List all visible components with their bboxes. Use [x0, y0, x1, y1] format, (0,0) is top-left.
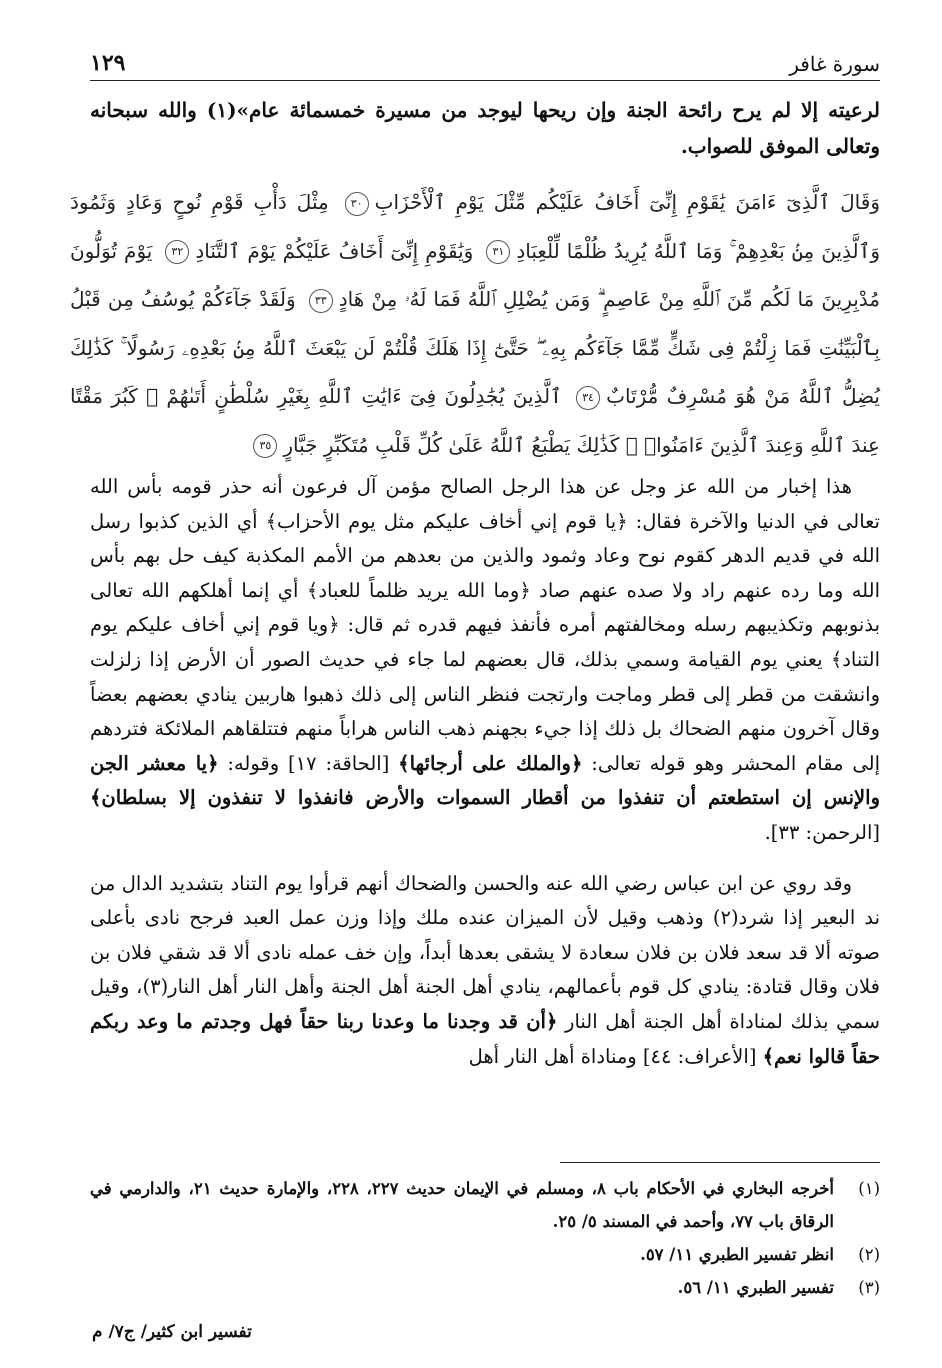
tafsir-text: أي إنما أهلكهم الله تعالى بذنوبهم وتكذيبهم رسله ومخالفتهم أمره فأنفذ فيهم قدره ثم قال:	[90, 578, 881, 637]
ayah-number-marker: ٣٢	[165, 240, 189, 264]
footnotes	[90, 1172, 880, 1304]
verse-text: وَلَقَدْ جَآءَكُمْ يُوسُفُ مِن قَبْلُ بِٱلْبَيِّنَٰتِ فَمَا زِلْتُمْ فِى شَكٍّ مِّمَّا جَآءَكُم بِهِۦ ۖ حَتَّىٰٓ إِذَا هَلَكَ قُلْتُمْ لَن يَبْعَثَ ٱللَّهُ مِنۢ بَعْدِهِۦ رَسُولًا ۚ كَذَٰلِكَ يُضِلُّ ٱللَّهُ مَنْ هُوَ مُسْرِفٌ مُّرْتَابٌ	[70, 287, 881, 408]
footnote-text: تفسير الطبري ١١/ ٥٦.	[677, 1278, 834, 1297]
intro-paragraph: لرعيته إلا لم يرح رائحة الجنة وإن ريحها ليوجد من مسيرة خمسمائة عام»(١) والله سبحانه وتعالى الموفق للصواب.	[90, 98, 880, 158]
tafsir-text: [الرحمن: ٣٣].	[764, 820, 880, 844]
footnote-3	[90, 1271, 880, 1304]
footnote-1	[90, 1172, 880, 1238]
quran-verses-block	[70, 178, 880, 469]
ayah-number-marker: ٣٣	[309, 289, 333, 313]
tafsir-body	[90, 470, 880, 1074]
quran-quote: ﴿أن قد وجدنا ما وعدنا ربنا حقاً فهل وجدتم ما وعد ربكم حقاً قالوا نعم﴾	[90, 1009, 880, 1068]
ayah-number-marker: ٣٥	[253, 434, 277, 458]
footnote-number: (٣)	[858, 1278, 880, 1297]
tafsir-text: [الحاقة: ١٧] وقوله:	[218, 751, 399, 775]
verse-text: ٱلَّذِينَ يُجَٰدِلُونَ فِىٓ ءَايَٰتِ ٱللَّهِ بِغَيْرِ سُلْطَٰنٍ أَتَىٰهُمْ ۖ كَبُرَ مَقْتًا عِندَ ٱللَّهِ وَعِندَ ٱلَّذِينَ ءَامَنُوا۟ ۚ كَذَٰلِكَ يَطْبَعُ ٱللَّهُ عَلَىٰ كُلِّ قَلْبِ مُتَكَبِّرٍ جَبَّارٍ	[70, 384, 880, 457]
tafsir-text: هذا إخبار من الله عز وجل عن هذا الرجل الصالح مؤمن آل فرعون أنه حذر قومه بأس الله تعالى في الدنيا والآخرة فقال:	[90, 475, 880, 533]
footnote-text: انظر تفسير الطبري ١١/ ٥٧.	[640, 1245, 834, 1264]
tafsir-text: أي الذين كذبوا رسل الله في قديم الدهر كقوم نوح وعاد وثمود والذين من بعدهم من الأمم المكذبة كيف حل بهم بأس الله وما رده عنهم راد ولا صده عنهم صاد	[90, 509, 880, 602]
volume-signature: تفسير ابن كثير/ ج٧/ م	[92, 1322, 252, 1342]
surah-title: سورة غافر	[789, 52, 880, 76]
page-header	[90, 40, 880, 81]
verse-text: وَيَٰقَوْمِ إِنِّىٓ أَخَافُ عَلَيْكُمْ يَوْمَ ٱلتَّنَادِ	[195, 238, 474, 263]
ayah-number-marker: ٣١	[486, 240, 510, 264]
verse-text: يَوْمَ تُوَلُّونَ مُدْبِرِينَ مَا لَكُم مِّنَ ٱللَّهِ مِنْ عَاصِمٍ ۗ وَمَن يُضْلِلِ ٱللَّهُ فَمَا لَهُۥ مِنْ هَادٍ	[70, 238, 881, 311]
tafsir-text: يعني يوم القيامة وسمي بذلك، قال بعضهم لما جاء في حديث الصور أن الأرض إذا زلزلت وانشقت من قطر إلى قطر وماجت وارتجت فنظر الناس إلى ذلك ذهبوا هاربين ينادي بعضهم بعضاً وقال آخرون منهم الضحاك بل ذلك إذا جيء بجهنم ذهب الناس هراباً منهم فتتلقاهم الملائكة فتردهم إلى مقام المحشر وهو قوله تعالى:	[90, 647, 881, 775]
ayah-number-marker: ٣٠	[345, 192, 369, 216]
quran-quote: ﴿والملك على أرجائها﴾	[398, 751, 583, 775]
tafsir-text: ﴿وما الله يريد ظلماً للعباد﴾	[306, 578, 531, 602]
footnote-divider	[560, 1162, 880, 1163]
quran-quote: ﴿يا معشر الجن والإنس إن استطعتم أن تنفذوا من أقطار السموات والأرض فانفذوا لا تنفذون إلا بسلطان﴾	[90, 751, 880, 810]
footnote-number: (٢)	[858, 1245, 880, 1264]
tafsir-text: ﴿يا قوم إني أخاف عليكم مثل يوم الأحزاب﴾	[265, 509, 628, 533]
tafsir-paragraph-1	[90, 470, 880, 851]
tafsir-text: وقد روي عن ابن عباس رضي الله عنه والحسن والضحاك أنهم قرأوا يوم التناد بتشديد الدال من ند البعير إذا شرد(٢) وذهب وقيل لأن الميزان عنده ملك وإذا وزن عمل العبد فرجح نادى بأعلى صوته ألا قد سعد فلان بن فلان سعادة لا يشقى بعدها أبداً، وإن خف عمله نادى ألا قد شقي فلان بن فلان وقال قتادة: ينادي كل قوم بأعمالهم، ينادي أهل الجنة أهل الجنة وأهل النار أهل النار(٣)، وقيل سمي بذلك لمناداة أهل الجنة أهل النار	[90, 871, 880, 1033]
tafsir-text: [الأعراف: ٤٤] ومناداة أهل النار أهل	[468, 1044, 763, 1068]
tafsir-paragraph-2	[90, 867, 880, 1075]
page-number: ١٢٩	[90, 50, 126, 76]
tafsir-text: ﴿ويا قوم إني أخاف عليكم يوم التناد﴾	[90, 613, 880, 671]
footnote-number: (١)	[858, 1179, 880, 1198]
footnote-text: أخرجه البخاري في الأحكام باب ٨، ومسلم في الإيمان حديث ٢٢٧، ٢٢٨، والإمارة حديث ٢١، والدارمي في الرقاق باب ٧٧، وأحمد في المسند ٥/ ٢٥.	[90, 1179, 834, 1231]
verse-text: وَقَالَ ٱلَّذِىٓ ءَامَنَ يَٰقَوْمِ إِنِّىٓ أَخَافُ عَلَيْكُم مِّثْلَ يَوْمِ ٱلْأَحْزَابِ	[374, 190, 880, 214]
ayah-number-marker: ٣٤	[576, 386, 600, 410]
verse-text: مِثْلَ دَأْبِ قَوْمِ نُوحٍ وَعَادٍ وَثَمُودَ وَٱلَّذِينَ مِنۢ بَعْدِهِمْ ۚ وَمَا ٱللَّهُ يُرِيدُ ظُلْمًا لِّلْعِبَادِ	[70, 190, 880, 263]
footnote-2	[90, 1238, 880, 1271]
